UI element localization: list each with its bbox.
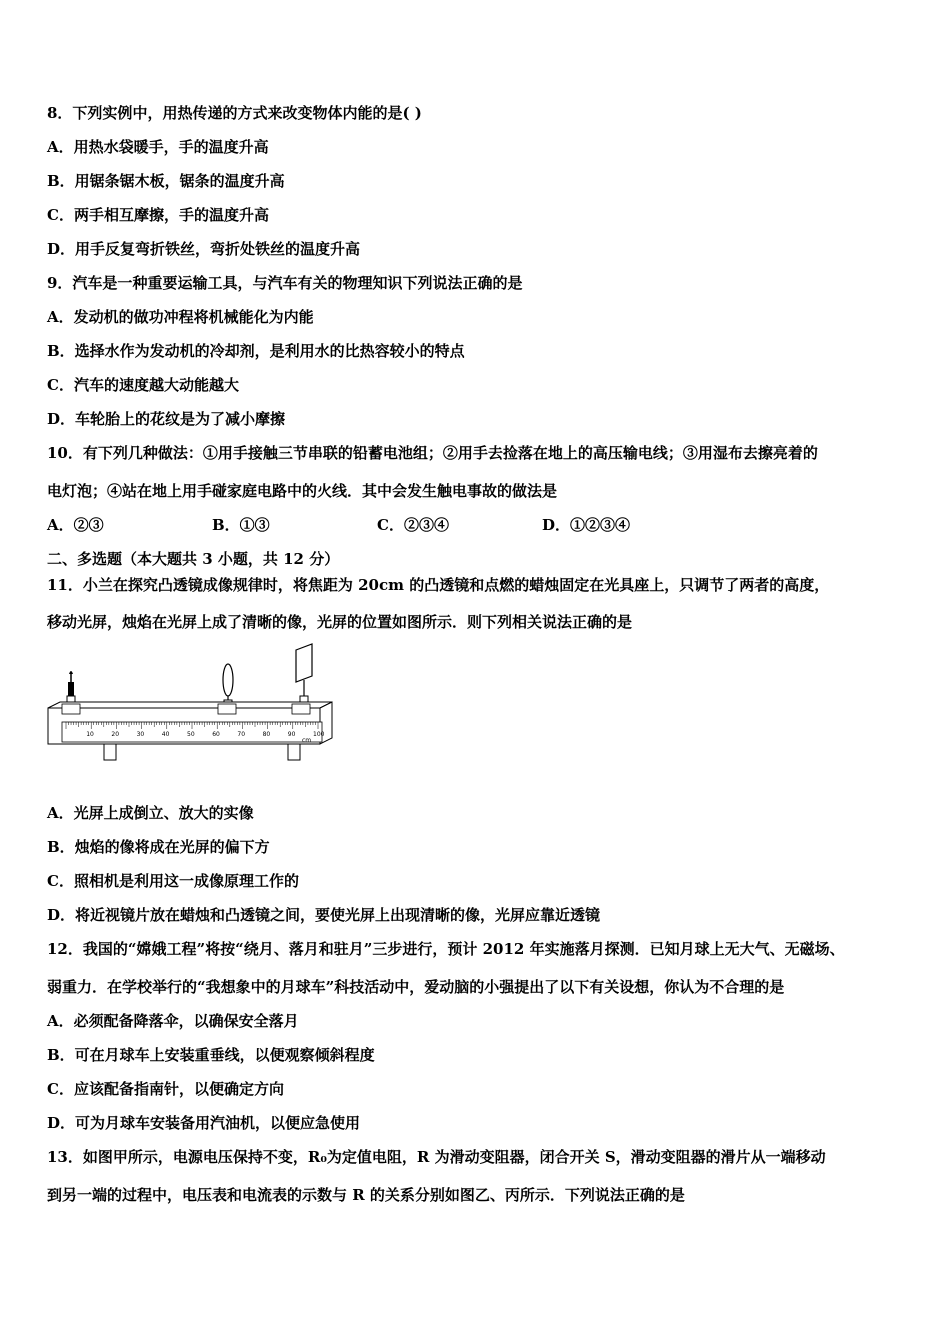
q8-option-b: B．用锯条锯木板，锯条的温度升高: [47, 172, 285, 190]
ruler-tick-label: 40: [161, 731, 170, 738]
ruler-tick-label: 80: [262, 731, 271, 738]
q9-stem: 9．汽车是一种重要运输工具，与汽车有关的物理知识下列说法正确的是: [47, 274, 523, 292]
q8-stem: 8．下列实例中，用热传递的方式来改变物体内能的是( ): [47, 104, 422, 122]
q11-option-c: C．照相机是利用这一成像原理工作的: [47, 872, 299, 890]
q13-stem-line2: 到另一端的过程中，电压表和电流表的示数与 R 的关系分别如图乙、丙所示．下列说法正确的是: [47, 1186, 685, 1204]
q10-stem-line2: 电灯泡；④站在地上用手碰家庭电路中的火线．其中会发生触电事故的做法是: [47, 482, 558, 500]
q8-option-d: D．用手反复弯折铁丝，弯折处铁丝的温度升高: [47, 240, 361, 258]
q10-option-d: D．①②③④: [542, 516, 631, 534]
q9-option-b: B．选择水作为发动机的冷却剂，是利用水的比热容较小的特点: [47, 342, 465, 360]
optical-bench-figure: [40, 638, 340, 773]
q11-stem-line2: 移动光屏，烛焰在光屏上成了清晰的像，光屏的位置如图所示．则下列相关说法正确的是: [47, 613, 633, 631]
q12-option-a: A．必须配备降落伞，以确保安全落月: [47, 1012, 299, 1030]
ruler-tick-label: 60: [212, 731, 220, 738]
q10-stem-line1: 10．有下列几种做法：①用手接触三节串联的铅蓄电池组；②用手去捡落在地上的高压输电线；③用湿布去擦亮着的: [47, 444, 818, 462]
q11-stem-line1: 11．小兰在探究凸透镜成像规律时，将焦距为 20cm 的凸透镜和点燃的蜡烛固定在光具座上，只调节了两者的高度，: [47, 576, 830, 594]
q12-stem-line2: 弱重力．在学校举行的“我想象中的月球车”科技活动中，爱动脑的小强提出了以下有关设想，你认为不合理的是: [47, 978, 785, 996]
q8-option-a: A．用热水袋暖手，手的温度升高: [47, 138, 269, 156]
q8-option-c: C．两手相互摩擦，手的温度升高: [47, 206, 269, 224]
q9-option-d: D．车轮胎上的花纹是为了减小摩擦: [47, 410, 286, 428]
q12-option-b: B．可在月球车上安装重垂线，以便观察倾斜程度: [47, 1046, 375, 1064]
ruler-tick-label: 30: [136, 731, 145, 738]
q10-option-a: A．②③: [47, 516, 104, 534]
ruler-tick-label: 100: [313, 731, 325, 738]
q11-option-b: B．烛焰的像将成在光屏的偏下方: [47, 838, 270, 856]
q9-option-a: A．发动机的做功冲程将机械能化为内能: [47, 308, 314, 326]
q12-option-d: D．可为月球车安装备用汽油机，以便应急使用: [47, 1114, 361, 1132]
q10-option-b: B．①③: [212, 516, 270, 534]
ruler-tick-label: 50: [187, 731, 195, 738]
ruler-tick-label: 20: [111, 731, 120, 738]
ruler-tick-label: 10: [86, 731, 94, 738]
q9-option-c: C．汽车的速度越大动能越大: [47, 376, 239, 394]
q13-stem-line1: 13．如图甲所示，电源电压保持不变，R₀为定值电阻，R 为滑动变阻器，闭合开关 S，滑动变阻器的滑片从一端移动: [47, 1148, 826, 1166]
ruler-tick-label: 90: [287, 731, 296, 738]
q10-options: [47, 515, 897, 535]
ruler-tick-label: 70: [237, 731, 246, 738]
q11-option-d: D．将近视镜片放在蜡烛和凸透镜之间，要使光屏上出现清晰的像，光屏应靠近透镜: [47, 906, 601, 924]
q11-option-a: A．光屏上成倒立、放大的实像: [47, 804, 254, 822]
q12-option-c: C．应该配备指南针，以便确定方向: [47, 1080, 284, 1098]
q12-stem-line1: 12．我国的“嫦娥工程”将按“绕月、落月和驻月”三步进行，预计 2012 年实施落月探测．已知月球上无大气、无磁场、: [47, 940, 845, 958]
section-2-heading: 二、多选题（本大题共 3 小题，共 12 分）: [47, 550, 340, 568]
q10-option-c: C．②③④: [377, 516, 449, 534]
light-screen-icon: [296, 644, 312, 708]
ruler-unit-label: cm: [302, 737, 312, 744]
